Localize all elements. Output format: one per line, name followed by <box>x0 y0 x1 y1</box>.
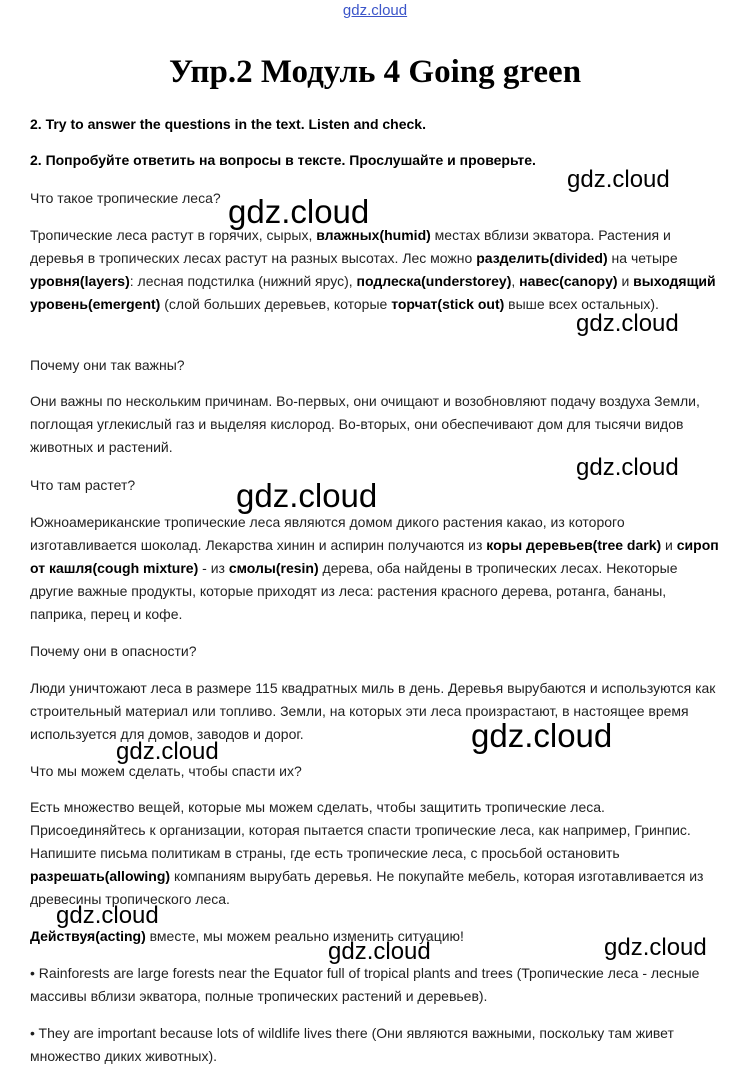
bullet-2: • They are important because lots of wildlife lives there (Они являются важными, поскольку там живет множество диких животных). <box>30 1025 674 1064</box>
watermark: gdz.cloud <box>576 310 679 337</box>
task-russian: 2. Попробуйте ответить на вопросы в тексте. Прослушайте и проверьте. <box>30 152 536 168</box>
watermark: gdz.cloud <box>56 902 159 929</box>
watermark: gdz.cloud <box>228 193 370 230</box>
answer-6: Действуя(acting) вместе, мы можем реально изменить ситуацию! <box>30 928 464 944</box>
question-2: Почему они так важны? <box>30 357 185 373</box>
watermark: gdz.cloud <box>236 477 378 514</box>
answer-2: Они важны по нескольким причинам. Во-первых, они очищают и возобновляют подачу воздуха Земли, поглощая углекислый газ и выделяя кислород. Во-вторых, они обеспечивают дом для тысячи видов животных и растений. <box>30 393 700 455</box>
watermark: gdz.cloud <box>471 717 613 754</box>
answer-5: Есть множество вещей, которые мы можем сделать, чтобы защитить тропические леса. Присоединяйтесь к организации, которая пытается спасти тропические леса, как например, Гринпис. Напишите письма политикам в страны, где есть тропические леса, с просьбой остановить разрешать(allowing) компаниям вырубать деревья. Не покупайте мебель, которая изготавливается из древесины тропического леса. <box>30 799 704 907</box>
answer-1: Тропические леса растут в горячих, сырых, влажных(humid) местах вблизи экватора. Растения и деревья в тропических лесах растут на разных высотах. Лес можно разделить(divided) на четыре уровня(layers): лесная подстилка (нижний ярус), подлеска(understorey), навес(canopy) и выходящий уровень(emergent) (слой больших деревьев, которые торчат(stick out) выше всех остальных). <box>30 227 716 312</box>
watermark: gdz.cloud <box>576 454 679 481</box>
watermark: gdz.cloud <box>328 938 431 965</box>
question-5: Что мы можем сделать, чтобы спасти их? <box>30 763 302 779</box>
watermark: gdz.cloud <box>604 934 707 961</box>
page-title: Упр.2 Модуль 4 Going green <box>168 54 582 90</box>
task-english: 2. Try to answer the questions in the text. Listen and check. <box>30 116 426 132</box>
bullet-1: • Rainforests are large forests near the Equator full of tropical plants and trees (Тропические леса - лесные массивы вблизи экватора, полные тропических растений и деревьев). <box>30 965 700 1004</box>
question-4: Почему они в опасности? <box>30 643 197 659</box>
answer-3: Южноамериканские тропические леса являются домом дикого растения какао, из которого изготавливается шоколад. Лекарства хинин и аспирин получаются из коры деревьев(tree dark) и сироп от кашля(cough mixture) - из смолы(resin) дерева, оба найдены в тропических лесах. Некоторые другие важные продукты, которые приходят из леса: растения красного дерева, ротанга, бананы, паприка, перец и кофе. <box>30 514 719 622</box>
watermark: gdz.cloud <box>116 738 219 765</box>
answer-4: Люди уничтожают леса в размере 115 квадратных миль в день. Деревья вырубаются и используются как строительный материал или топливо. Земли, на которых эти леса произрастают, в настоящее время используется для домов, заводов и дорог. <box>30 680 716 742</box>
question-3: Что там растет? <box>30 477 136 493</box>
question-1: Что такое тропические леса? <box>30 190 221 206</box>
site-link[interactable]: gdz.cloud <box>342 2 408 19</box>
watermark: gdz.cloud <box>567 166 670 193</box>
